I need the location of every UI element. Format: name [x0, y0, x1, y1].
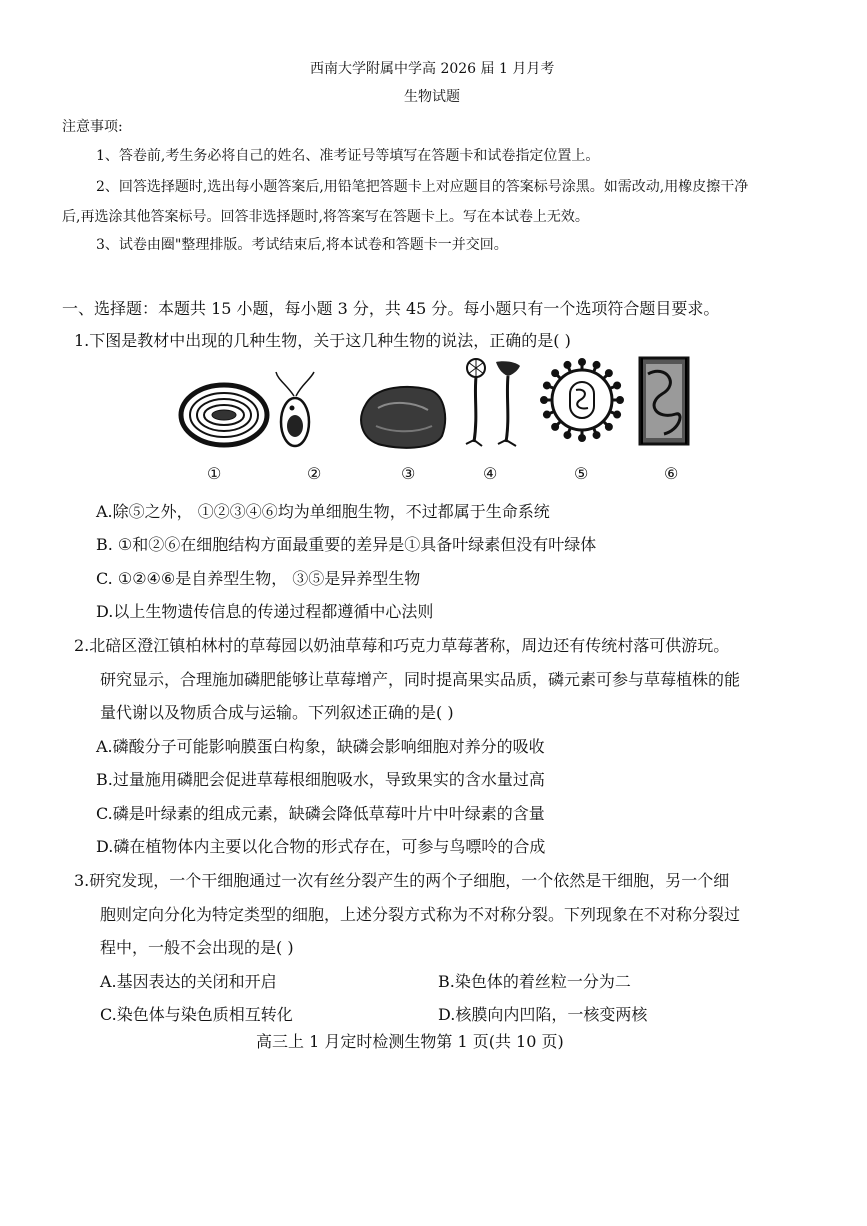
notice-item-3: 3、试卷由圈"整理排版。考试结束后,将本试卷和答题卡一并交回。	[96, 237, 508, 253]
page-footer: 高三上 1 月定时检测生物第 1 页(共 10 页)	[256, 1032, 564, 1051]
question-1-stem: 1.下图是教材中出现的几种生物，关于这几种生物的说法，正确的是( )	[74, 331, 571, 350]
figure-label-5: ⑤	[574, 464, 589, 483]
question-2-stem-line-1: 2.北碚区澄江镇柏林村的草莓园以奶油草莓和巧克力草莓著称，周边还有传统村落可供游玩。	[74, 636, 730, 655]
figure-label-1: ①	[207, 464, 222, 483]
figure-label-6: ⑥	[664, 464, 679, 483]
figure-label-3: ③	[401, 464, 416, 483]
organism-figure	[170, 352, 700, 492]
organism-1-image	[178, 382, 270, 448]
question-3-stem-line-2: 胞则定向分化为特定类型的细胞，上述分裂方式称为不对称分裂。下列现象在不对称分裂过	[100, 905, 741, 924]
notice-item-1: 1、答卷前,考生务必将自己的姓名、准考证号等填写在答题卡和试卷指定位置上。	[96, 148, 600, 164]
question-3-option-a: A.基因表达的关闭和开启	[100, 972, 277, 991]
notice-item-2-cont: 后,再选涂其他答案标号。回答非选择题时,将答案写在答题卡上。写在本试卷上无效。	[62, 209, 589, 225]
exam-title: 西南大学附属中学高 2026 届 1 月月考	[310, 61, 555, 77]
organism-6-image	[636, 354, 692, 448]
question-1-option-b: B. ①和②⑥在细胞结构方面最重要的差异是①具备叶绿素但没有叶绿体	[96, 535, 597, 554]
organism-3-image	[358, 380, 450, 452]
question-2-option-c: C.磷是叶绿素的组成元素，缺磷会降低草莓叶片中叶绿素的含量	[96, 804, 545, 823]
question-3-option-b: B.染色体的着丝粒一分为二	[438, 972, 631, 991]
organism-2-image	[272, 370, 318, 452]
question-2-stem-line-2: 研究显示，合理施加磷肥能够让草莓增产，同时提高果实品质，磷元素可参与草莓植株的能	[100, 670, 741, 689]
question-1-option-d: D.以上生物遗传信息的传递过程都遵循中心法则	[96, 602, 434, 621]
notice-item-2: 2、回答选择题时,选出每小题答案后,用铅笔把答题卡上对应题目的答案标号涂黑。如需改动,用橡皮擦干净	[96, 179, 749, 195]
notice-heading: 注意事项:	[62, 119, 123, 135]
question-2-option-a: A.磷酸分子可能影响膜蛋白构象，缺磷会影响细胞对养分的吸收	[96, 737, 545, 756]
question-2-option-d: D.磷在植物体内主要以化合物的形式存在，可参与鸟嘌呤的合成	[96, 837, 546, 856]
question-1-option-c: C. ①②④⑥是自养型生物， ③⑤是异养型生物	[96, 569, 421, 588]
question-2-stem-line-3: 量代谢以及物质合成与运输。下列叙述正确的是( )	[100, 703, 454, 722]
question-1-option-a: A.除⑤之外， ①②③④⑥均为单细胞生物，不过都属于生命系统	[96, 502, 550, 521]
figure-label-4: ④	[483, 464, 498, 483]
figure-label-2: ②	[307, 464, 322, 483]
question-3-stem-line-3: 程中，一般不会出现的是( )	[100, 938, 294, 957]
organism-5-image	[540, 352, 624, 448]
question-3-option-c: C.染色体与染色质相互转化	[100, 1005, 293, 1024]
question-3-stem-line-1: 3.研究发现，一个干细胞通过一次有丝分裂产生的两个子细胞，一个依然是干细胞，另一个细	[74, 871, 730, 890]
organism-4-image	[462, 356, 526, 452]
question-3-option-d: D.核膜向内凹陷，一核变两核	[438, 1005, 648, 1024]
subject-title: 生物试题	[404, 89, 460, 105]
question-2-option-b: B.过量施用磷肥会促进草莓根细胞吸水，导致果实的含水量过高	[96, 770, 545, 789]
section-heading: 一、选择题：本题共 15 小题，每小题 3 分，共 45 分。每小题只有一个选项符合题目要求。	[62, 299, 720, 318]
